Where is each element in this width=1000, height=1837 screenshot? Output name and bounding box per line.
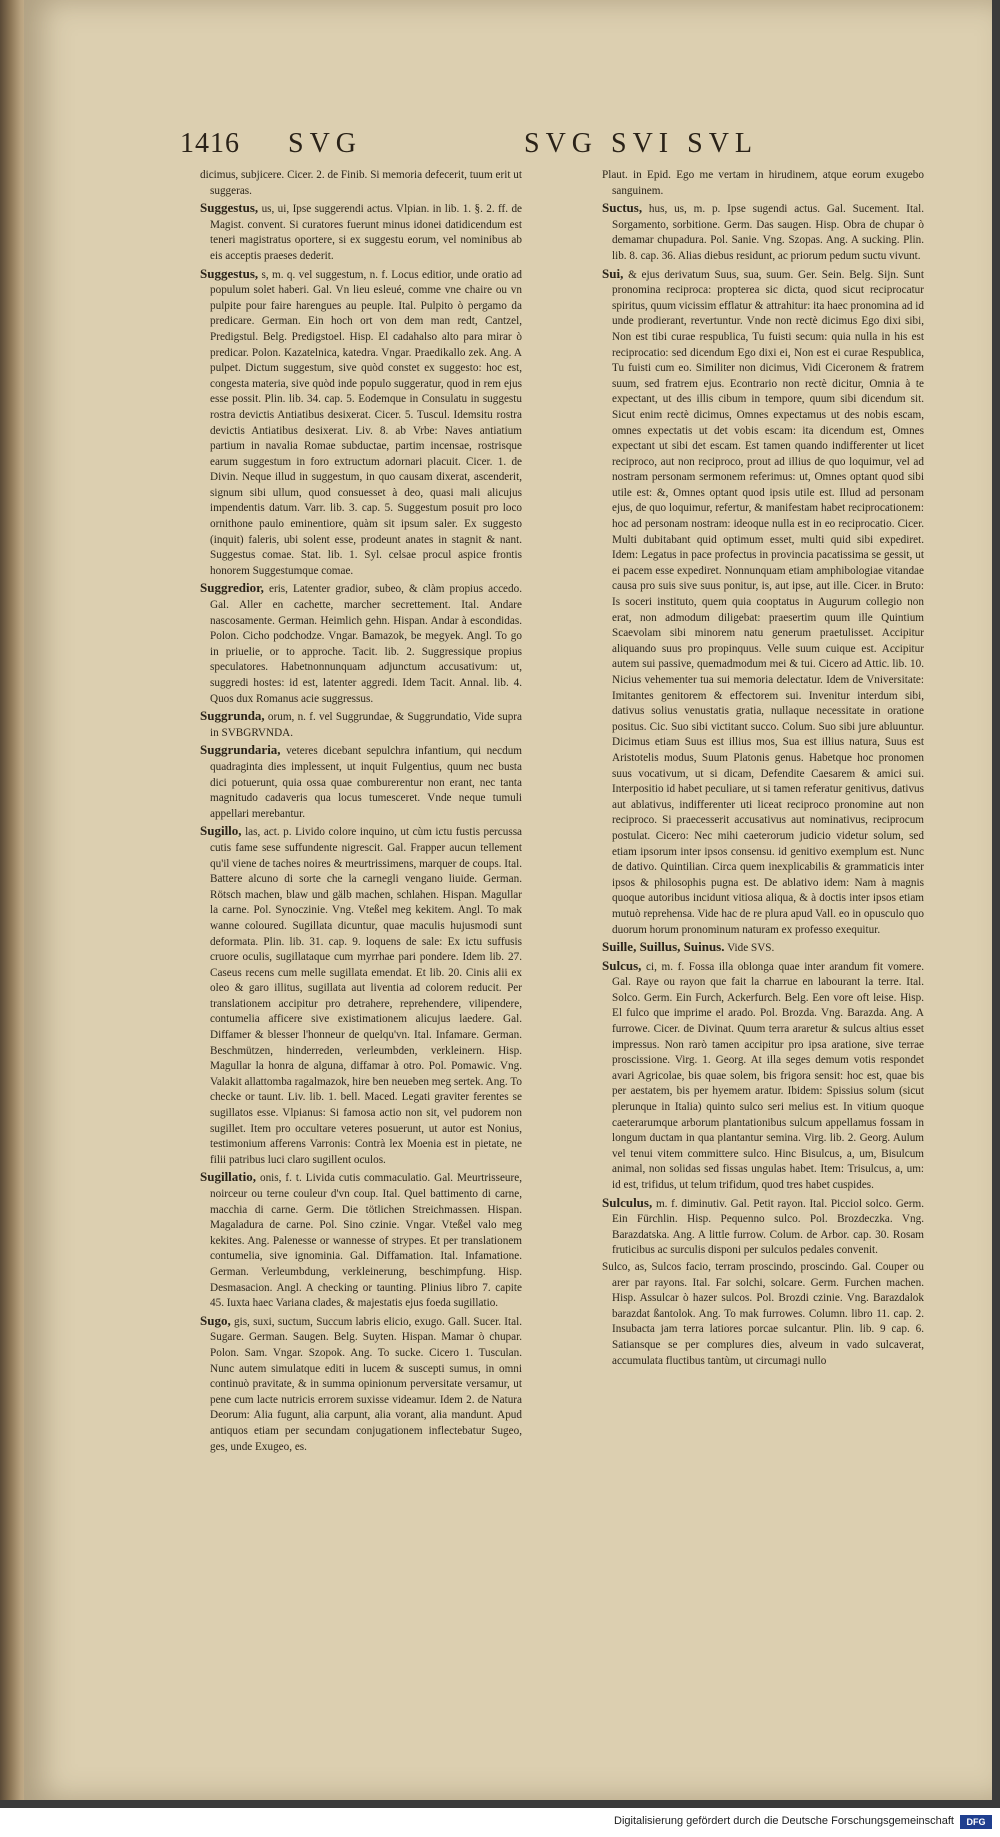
page-number: 1416 <box>180 128 240 159</box>
entry-headword: Suggrundaria, <box>200 742 281 758</box>
dictionary-page <box>24 0 992 1800</box>
dictionary-entry <box>602 266 924 939</box>
dictionary-entry <box>602 1195 924 1259</box>
entry-text: dicimus, subjicere. Cicer. 2. de Finib. Si memoria defecerit, tuum erit ut suggeras. <box>200 169 522 197</box>
page-header <box>24 128 992 162</box>
dictionary-entry <box>602 168 924 199</box>
entry-text: us, ui, Ipse suggerendi actus. Vlpian. in lib. 1. §. 2. ff. de Magist. convent. Si curatores fuerunt minus idonei datidicendum est teneri magistratus oportere, si ex suggestu eorum, vel nominibus ab eis acceptis praeses dederit. <box>210 203 523 262</box>
entry-text: onis, f. t. Livida cutis commaculatio. Gal. Meurtrisseure, noirceur ou terne couleur d'vn coup. Ital. Quel battimento di carne, macchia di carne. Germ. Die tötlichen Streichmassen. Hispan. Magaladura de carne. Pol. Sino czinie. Vngar. Vteßel valo meg kekites. Ang. Palenesse or wannesse of strypes. Et per translationem contumelia, sive ignominia. Gal. Diffamation. Ital. Infamatione. German. Verleumbdung, verkleinerung, beschimpfung. Hisp. Desmasacion. Angl. A checking or taunting. Plinius libro 7. capite 45. Iuxta haec Variana clades, & majestatis ejus foeda sugillatio. <box>210 1172 522 1310</box>
entry-headword: Suggrunda, <box>200 708 265 724</box>
entry-text: eris, Latenter gradior, subeo, & clàm propius accedo. Gal. Aller en cachette, marcher secrettement. Ital. Andare nascosamente. German. Heimlich gehn. Hispan. Andar à escondidas. Polon. Cicho podchodze. Vngar. Bamazok, be megyek. Angl. To go in priuelie, or to approche. Tacit. lib. 2. Suggressique propius speculatores. Habetnonnunquam adjunctum accusativum: ut, suggredi hostes: id est, latenter aggredi. Idem Tacit. Annal. lib. 4. Quos dux Romanus acie suggressus. <box>210 583 523 705</box>
dictionary-entry <box>602 939 924 957</box>
entry-text: hus, us, m. p. Ipse sugendi actus. Gal. Sucement. Ital. Sorgamento, sorbitione. Germ. Das saugen. Hisp. Obra de chupar ò demamar chupadura. Pol. Sanie. Vng. Szopas. Ang. A sucking. Plin. lib. 8. cap. 36. Alias diebus residunt, ac priorum pedum suctu vivunt. <box>612 203 924 262</box>
entry-headword: Sugillo, <box>200 823 242 839</box>
footer-bar <box>0 1808 1000 1837</box>
dictionary-entry <box>200 823 522 1168</box>
dictionary-entry <box>200 1313 522 1455</box>
dictionary-entry <box>602 1260 924 1369</box>
entry-text: Sulco, as, Sulcos facio, terram proscindo, proscindo. Gal. Couper ou arer par rayons. Ital. Far solchi, solcare. Germ. Furchen machen. Hisp. Assulcar ò hazer sulcos. Pol. Brozdi czinie. Vng. Barazdalok barazdat ßantolok. Ang. To mak furrowes. Column. libro 11. cap. 2. Insubacta jam terra latiores porcae sulcantur. Plin. lib. 9 cap. 6. Satiansque se per complures dies, alveum in vado sulcaverat, accumulata fluctibus tantùm, ut circumagi nullo <box>602 1260 924 1367</box>
right-column <box>602 168 924 1370</box>
dfg-logo: DFG <box>960 1815 992 1829</box>
entry-text: m. f. diminutiv. Gal. Petit rayon. Ital. Picciol solco. Germ. Ein Fürchlin. Hisp. Pequenno sulco. Pol. Brozdeczka. Vng. Barazdatska. Ang. A little furrow. Colum. de Arbor. cap. 30. Rosam fruticibus ac surculis disponi per sulculos pedales convenit. <box>612 1197 924 1257</box>
dictionary-entry <box>200 708 522 741</box>
entry-text: s, m. q. vel suggestum, n. f. Locus editior, unde oratio ad populum solet haberi. Gal. Vn lieu esleué, comme vne chaire ou vn pulpite pour faire harengues au peuple. Ital. Pulpito ò pergamo da predicare. German. Ein hoch ort von dem man redt, Cantzel, Predigstul. Belg. Predigstoel. Hisp. El cadahalso alto para mirar ò predicar. Polon. Kazatelnica, katedra. Vngar. Praedikallo zek. Ang. A pulpet. Dictum suggestum, sive quòd constet ex suggesto: hoc est, congesta materia, sive quòd inde populo suggeratur, quod in rem ejus esse possit. Plin. lib. 34. cap. 5. Eodemque in Consulatu in suggestu rostra devictis Antiatibus desixerat. Cicer. 5. Tuscul. Idemsitu rostra devictis Antiatibus desixerat. Liv. 8. ab Vrbe: Naves antiatium partium in navalia Romae subductae, partim incensae, rostrisque earum suggestum in foro extructum adornari placuit. Cicer. 1. de Divin. Neque illud in suggestum, in quo causam dixerat, ascenderit, signum sibi ullum, quod consuesset à deo, quasi mali alicujus impendentis datum. Varr. lib. 3. cap. 5. Suggestum posuit pro loco ornithone paulo eminentiore, quàm sit ipsum saler. Ex suggesto (inquit) faleris, ubi solent esse, prodeunt anates in stagnit & nant. Suggestus comae. Stat. lib. 1. Syl. celsae procul aspice frontis honorem Suggestumque comae. <box>210 268 522 577</box>
entry-headword: Suggredior, <box>200 580 264 596</box>
dictionary-entry <box>602 958 924 1194</box>
entry-text: Plaut. in Epid. Ego me vertam in hirudinem, atque eorum exugebo sanguinem. <box>602 169 924 197</box>
entry-headword: Suctus, <box>602 200 643 216</box>
dictionary-entry <box>200 742 522 822</box>
left-running-title: SVG <box>288 128 363 159</box>
left-column <box>200 168 522 1456</box>
entry-headword: Suggestus, <box>200 265 259 281</box>
entry-headword: Sulculus, <box>602 1194 653 1210</box>
dictionary-entry <box>200 168 522 199</box>
entry-headword: Sugo, <box>200 1312 231 1328</box>
entry-text: ci, m. f. Fossa illa oblonga quae inter arandum fit vomere. Gal. Raye ou rayon que fait la charrue en labourant la terre. Ital. Solco. Germ. Ein Furch, Ackerfurch. Belg. Een vore oft leise. Hisp. El fulco que imprime el arado. Pol. Brozda. Vng. Barazda. Ang. A furrowe. Cicer. de Divinat. Quum terra araretur & sulcus altius esset impressus. Non rarò tamen accipitur pro ipsa aratione, sive terrae proscissione. Virg. 1. Georg. At illa seges demum votis respondet avari Agricolae, bis quae solem, bis frigora sensit: hoc est, quae bis per aestatem, bis per hyemem aratur. Ibidem: Spissius solum (sicut plerunque in Italia) quinto sulco seri melius est. In vitium quoque caeterarumque arborum plantationibus sulcum appellamus fossam in longum ductam in qua plantantur semina. Virg. lib. 2. Georg. Aulum vel tenui vitem committere sulco. Hinc Bisulcus, a, um, Bisulcum animal, non solidas sed fissas ungulas habet. Item: Trisulcus, a, um: id est, trifidus, ut telum trifidum, quod tres habet cuspides. <box>612 960 924 1191</box>
dictionary-entry <box>200 266 522 580</box>
dictionary-entry <box>200 1169 522 1311</box>
dictionary-entry <box>200 580 522 707</box>
funding-notice: Digitalisierung gefördert durch die Deutsche Forschungsgemeinschaft <box>614 1815 954 1827</box>
entry-text: veteres dicebant sepulchra infantium, qui necdum quadraginta dies implessent, ut inquit Fulgentius, quum nec busta dici potuerunt, quia ossa quae comburerentur non erant, nec tanta magnitudo cadaveris qua locus tumesceret. Vnde neque tumuli appellari merebantur. <box>210 745 522 820</box>
entry-headword: Suille, Suillus, Suinus. <box>602 939 725 955</box>
dictionary-entry <box>200 200 522 264</box>
entry-text: Vide SVS. <box>727 942 775 955</box>
entry-text: orum, n. f. vel Suggrundae, & Suggrundatio, Vide supra in SVBGRVNDA. <box>210 711 522 739</box>
entry-headword: Sui, <box>602 265 624 281</box>
entry-headword: Sulcus, <box>602 957 642 973</box>
entry-text: las, act. p. Livido colore inquino, ut cùm ictu fustis percussa cutis fame sese suffundente nigrescit. Gal. Frapper aucun tellement qu'il viene de taches noires & meurtrissimens, marquer de coups. Ital. Battere alcuno di sorte che la carnegli vengano liuide. German. Rötsch machen, blaw und gälb machen, schlahen. Hispan. Magullar la carne. Pol. Synoczinie. Vng. Vteßel meg kekitem. Angl. To mak wanne coloured. Sugillata dicuntur, quae maculis hujusmodi sunt deformata. Plin. lib. 31. cap. 9. loquens de sale: Ex ictu suffusis cruore oculis, sugillataque cum myrrhae pari pondere. Idem lib. 27. Caseus recens cum melle sugillata emendat. Et lib. 20. Cinis alii ex oleo & garo illitus, sugillata aut liventia ad colorem reducit. Per translationem accipitur pro detrahere, reprehendere, vilipendere, contumelia afficere sive existimationem alicujus laedere. Gal. Diffamer & blesser l'honneur de quelqu'vn. Ital. Infamare. German. Beschmützen, hinderreden, verleumbden, verkleinern. Hisp. Magullar la honra de alguna, diffamar à otro. Pol. Pomawic. Vng. Valakit allattomba ragalmazok, hire ben neueben meg sertek. Ang. To checke or taunt. Liv. lib. 1. bell. Maced. Legati graviter ferentes se sugillatos esse. Vlpianus: Si famosa actio non sit, vel pudorem non sugillet. Item pro occultare veteres posuerunt, ut autor est Nonius, testimonium afferens Varronis: Contrà lex Moenia est in pietate, ne filii patribus luci claro sugillent oculos. <box>210 826 523 1166</box>
entry-text: & ejus derivatum Suus, sua, suum. Ger. Sein. Belg. Sijn. Sunt pronomina reciproca: propterea sic dicta, quod sicut reciprocatur spiritus, quum vicissim efflatur & attrahitur: ita haec pronomina ad id unde prodierant, revertuntur. Vnde non rectè dicimus Ego dixi sibi, Non est tibi curae respublica, Tu fuisti secum: quia nulla in his est reciprocatio: sed dicendum Ego dixi ei, Non est ei curae Respublica, Tu fuisti cum eo. Similiter non dicimus, Vidi Ciceronem & fratrem suum, sed fratrem ejus. Econtrario non rectè dicitur, Omnia à te expectant, ut des illis cibum in tempore, quum sibi dicendum sit. Sicut enim rectè dicimus, Omnes expectamus ut des nobis escam, omnes expectatis ut det vobis escam: ita dicendum est, Omnes expectant ut sibi det escam. Est tamen quando indifferenter ut licet reciproco, aut non reciproco, prout ad illius de quo loquimur, vel ad nostram personam sermonem referimus: ut, Omnes optant quod sibi utile est: &, Omnes optant quod ipsis utile est. Illud ad personam ejus, de quo loquimur, refertur, & manifestam habet reciprocationem: hoc ad personam nostram: ideoque nulla est in eo reciprocatio. Cicer. Multi dubitabant quid optimum esset, multi quid sibi expediret. Idem: Legatus in pace profectus in provincia pacatissima se gessit, ut ei pacem esse expediret. Nonnunquam etiam amphibologiae vitandae causa pro suis sive suus ponitur, is, aut ipse, aut ille. Cicer. in Bruto: Is soceri instituto, quem quia cooptatus in Augurum collegio non erat, non admodum diligebat: praesertim quum ille Quintium Scaevolam sibi minorem natu generum praetulisset. Accipitur aliquando suus pro propinquus. Velle suum cuique est. Accipitur autem sui passive, quemadmodum mei & tui. Cicero ad Attic. lib. 10. Nicius vehementer tua sui memoria delectatur. Idem de Vniversitate: Imitantes genitorem & effectorem sui. Invenitur interdum sibi, dativus solius venustatis gratia, nullaque necessitate in oratione positus. Cic. Suo sibi victitant succo. Colum. Suo sibi jure abluuntur. Dicimus etiam Suus est illius mos, Sua est illius natura, Suus est Aristotelis modus, Suum Platonis genus. Habetque hoc pronomen suus vocativum, ut si dicam, Defendite Caesarem & amici sui. Interpositio id habet peculiare, ut si tamen referatur genitivus, dativus aut ablativus, indifferenter uti liceat reciproco pronomine aut non reciproco. Si praecesserit accusativus aut nominativus, reciprocum postulat. Cicero: Nec mihi caeterorum judicio videtur solum, sed etiam ipsorum inter ipsos consensu. id genitivo exemplum est. Nunc de dativo. Quintilian. Circa quem inexplicabilis & grammaticis inter ipsos & philosophis pugna est. De ablativo idem: Nam à magnis quoque autoribus incidunt vitiosa aliqua, & à doctis inter ipsos etiam mutuò reprehensa. Vide hac de re plura apud Vall. eo in opusculo quo duorum horum pronominum naturam ex professo exequitur. <box>612 268 924 936</box>
entry-headword: Sugillatio, <box>200 1169 256 1185</box>
dictionary-entry <box>602 200 924 264</box>
center-running-title: SVG SVI SVL <box>524 128 759 159</box>
entry-headword: Suggestus, <box>200 200 259 216</box>
entry-text: gis, suxi, suctum, Succum labris elicio, exugo. Gall. Sucer. Ital. Sugare. German. Saugen. Belg. Suyten. Hispan. Mamar ò chupar. Polon. Sam. Vngar. Szopok. Ang. To sucke. Cicero 1. Tusculan. Nunc autem simulatque editi in lucem & suscepti sumus, in omni continuò pravitate, & in summa opinionum perversitate versamur, ut pene cum lacte nutricis errorem suxisse videamur. Idem 2. de Natura Deorum: Alia fugunt, alia carpunt, alia vorant, alia mandunt. Apud antiquos etiam per secundam conjugationem inflectebatur Sugeo, ges, unde Exugeo, es. <box>210 1315 522 1453</box>
